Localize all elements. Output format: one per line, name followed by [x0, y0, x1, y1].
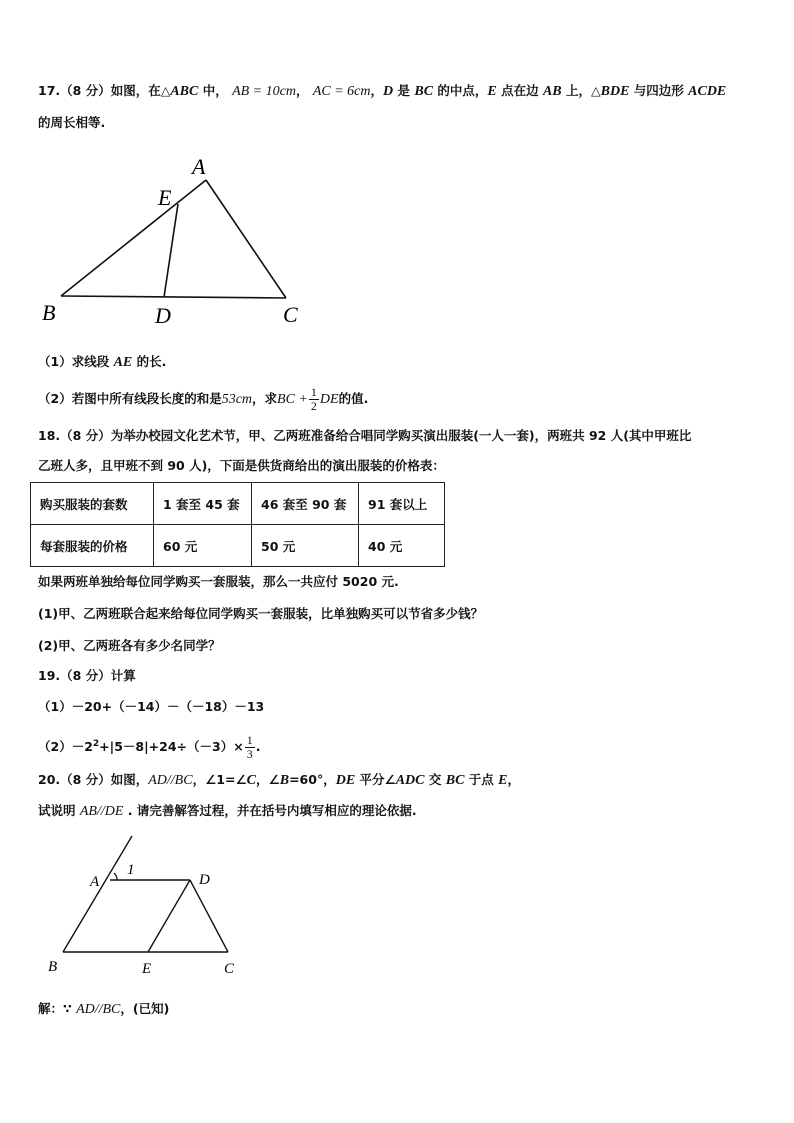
q20-statement-line2: 试说明 AB//DE . 请完善解答过程，并在括号内填写相应的理论依据. — [38, 803, 417, 819]
q17-statement-line2: 的周长相等. — [38, 115, 106, 130]
table-cell: 每套服装的价格 — [31, 525, 154, 567]
label-e: E — [142, 961, 152, 977]
q19-part1: （1）－20+（－14）－（－18）－13 — [38, 699, 265, 714]
q20-solution-start: 解：∵ AD//BC，(已知) — [38, 1001, 170, 1017]
segment-ac — [206, 180, 286, 298]
label-b: B — [48, 959, 58, 975]
label-a: A — [192, 154, 206, 179]
q17-triangle-figure — [36, 150, 306, 330]
label-angle-1: 1 — [127, 862, 135, 878]
table-cell: 46 套至 90 套 — [252, 483, 359, 525]
q19-title: 19.（8 分）计算 — [38, 668, 136, 683]
fraction-one-third: $\frac{1}{3}$ — [246, 733, 253, 762]
q18-statement-line3: 如果两班单独给每位同学购买一套服装，那么一共应付 5020 元. — [38, 574, 399, 589]
label-e: E — [158, 185, 172, 210]
q17-statement-line1: 17.（8 分）如图，在△ABC 中， AB = 10cm， AC = 6cm，D 是 BC 的中点，E 点在边 AB 上，△BDE 与四边形 ACDE — [38, 83, 727, 99]
q18-statement-line1: 18.（8 分）为举办校园文化艺术节，甲、乙两班准备给合唱同学购买演出服装(一人一套)，两班共 92 人(其中甲班比 — [38, 428, 692, 443]
label-a: A — [90, 874, 100, 890]
q18-statement-line2: 乙班人多，且甲班不到 90 人)，下面是供货商给出的演出服装的价格表： — [38, 458, 445, 473]
q20-trapezoid-figure — [40, 830, 250, 980]
q20-statement-line1: 20.（8 分）如图，AD//BC，∠1=∠C，∠B=60°，DE 平分∠ADC 交 BC 于点 E， — [38, 772, 520, 788]
segment-ab — [61, 180, 206, 296]
segment-ab-extended — [63, 836, 132, 952]
table-row — [31, 525, 445, 567]
segment-dc — [190, 880, 228, 952]
label-d: D — [199, 872, 210, 888]
table-cell: 40 元 — [359, 525, 445, 567]
table-row — [31, 483, 445, 525]
label-d: D — [155, 303, 171, 328]
table-cell: 购买服装的套数 — [31, 483, 154, 525]
segment-de — [148, 880, 190, 952]
angle-1-arc — [114, 873, 117, 880]
label-c: C — [224, 961, 235, 977]
q17-part1: （1）求线段 AE 的长. — [38, 354, 167, 370]
q19-part2: $(2)-2^2+|5-8|+24\div(-3)\times$ $\frac{1}{3}$ . — [38, 733, 261, 762]
label-c: C — [283, 302, 298, 327]
segment-ed — [164, 204, 178, 297]
fraction-one-half: $\frac{1}{2}$ — [310, 385, 317, 413]
table-cell: 91 套以上 — [359, 483, 445, 525]
segment-bc — [61, 296, 286, 298]
table-cell: 50 元 — [252, 525, 359, 567]
table-cell: 1 套至 45 套 — [154, 483, 252, 525]
q18-part1: (1)甲、乙两班联合起来给每位同学购买一套服装，比单独购买可以节省多少钱？ — [38, 606, 484, 621]
q17-part2: （2）若图中所有线段长度的和是53cm，求BC + $\frac{1}{2}$ DE的值. — [38, 385, 369, 413]
q18-part2: (2)甲、乙两班各有多少名同学？ — [38, 638, 221, 653]
label-b: B — [42, 300, 56, 325]
price-table — [30, 482, 445, 567]
table-cell: 60 元 — [154, 525, 252, 567]
